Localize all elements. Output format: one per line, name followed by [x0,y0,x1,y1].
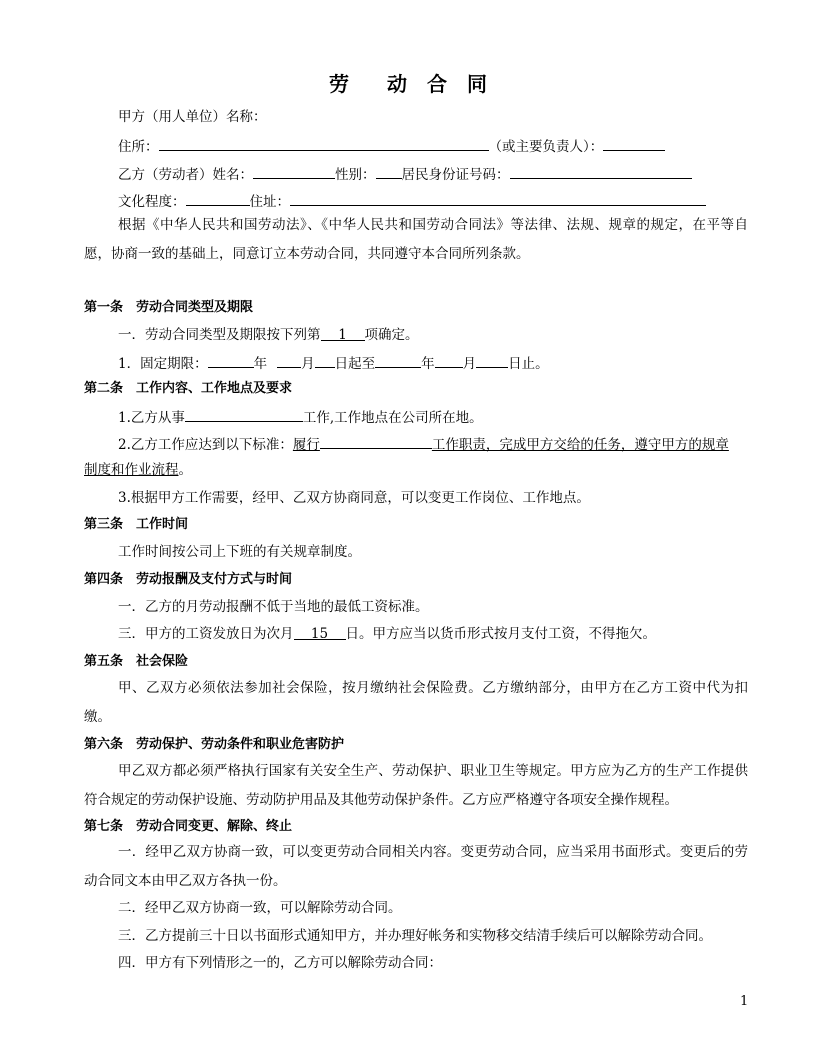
id-number-label: 居民身份证号码： [401,167,510,183]
article-7-clause-4: 四．甲方有下列情形之一的，乙方可以解除劳动合同： [118,955,442,971]
article-2-clause-3: 3.根据甲方工作需要，经甲、乙双方协商同意，可以变更工作岗位、工作地点。 [118,490,590,506]
clause-text: 项确定。 [364,327,419,343]
party-b-line [118,164,692,184]
month-label: 月 [462,356,477,372]
clause-text: 。 [178,462,192,478]
clause-text: 2.乙方工作应达到以下标准： [118,437,293,453]
article-7-clause-1: 一．经甲乙双方协商一致，可以变更劳动合同相关内容。变更劳动合同，应当采用书面形式。变更后的劳动合同文本由甲乙双方各执一份。 [84,844,748,889]
party-a-line [118,108,267,126]
article-4-clause-2 [118,625,656,643]
day-from-label: 日起至 [334,356,376,372]
article-4-heading: 第四条 劳动报酬及支付方式与时间 [84,572,293,587]
article-6-clause-1: 甲乙双方都必须严格执行国家有关安全生产、劳动保护、职业卫生等规定。甲方应为乙方的生产工作提供符合规定的劳动保护设施、劳动防护用品及其他劳动保护条件。乙方应严格遵守各项安全操作规程。 [84,763,748,808]
article-2-heading: 第二条 工作内容、工作地点及要求 [84,381,293,396]
id-number-blank[interactable] [510,164,692,179]
address-blank[interactable] [159,136,489,151]
article-7-clause-3: 三．乙方提前三十日以书面形式通知甲方，并办理好帐务和实物移交结清手续后可以解除劳动合同。 [118,928,712,944]
residence-blank[interactable] [290,191,706,206]
education-line [118,191,706,211]
document-title [0,68,816,97]
end-year-blank[interactable] [375,353,421,368]
contract-type-value[interactable]: 1 [321,326,365,341]
duty-text: 工作职责，完成甲方交给的任务，遵守甲方的规章 [431,437,729,453]
start-month-blank[interactable] [277,353,301,368]
gender-blank[interactable] [376,164,402,179]
article-2-clause-1 [118,407,483,427]
year-label: 年 [421,356,435,372]
page-number: 1 [740,994,749,1009]
responsible-person-label: （或主要负责人）： [488,139,604,155]
address-label: 住所： [118,139,159,155]
fixed-term-line [118,353,549,373]
start-year-blank[interactable] [208,353,254,368]
education-blank[interactable] [186,191,250,206]
article-5-clause-1: 甲、乙双方必须依法参加社会保险，按月缴纳社会保险费。乙方缴纳部分，由甲方在乙方工资中代为扣缴。 [84,680,748,725]
article-1-heading: 第一条 劳动合同类型及期限 [84,300,254,315]
end-month-blank[interactable] [435,353,463,368]
article-3-heading: 第三条 工作时间 [84,517,189,532]
article-4-clause-1: 一．乙方的月劳动报酬不低于当地的最低工资标准。 [118,599,429,615]
payday-value[interactable]: 15 [294,625,346,640]
gender-label: 性别： [335,167,376,183]
clause-text: 1．固定期限： [118,356,208,372]
title-char: 劳 [329,72,349,96]
article-6-heading: 第六条 劳动保护、劳动条件和职业危害防护 [84,737,345,752]
title-char: 合 [427,72,447,96]
year-label: 年 [253,356,268,372]
start-day-blank[interactable] [315,353,335,368]
title-char: 同 [467,72,487,96]
clause-text: 一．劳动合同类型及期限按下列第 [118,327,321,343]
education-label: 文化程度： [118,194,186,210]
article-5-heading: 第五条 社会保险 [84,654,189,669]
day-to-label: 日止。 [508,356,549,372]
clause-text: 日。甲方应当以货币形式按月支付工资，不得拖欠。 [345,626,656,642]
article-7-heading: 第七条 劳动合同变更、解除、终止 [84,819,293,834]
address-line [118,136,665,156]
article-7-clause-2: 二．经甲乙双方协商一致，可以解除劳动合同。 [118,900,402,916]
party-b-name-blank[interactable] [253,164,335,179]
duty-blank[interactable] [320,434,432,449]
clause-text: 三．甲方的工资发放日为次月 [118,626,294,642]
title-char: 动 [387,72,407,96]
party-a-label: 甲方（用人单位）名称： [118,109,267,125]
article-1-clause-1 [118,326,419,344]
article-3-clause-1: 工作时间按公司上下班的有关规章制度。 [118,544,361,560]
job-position-blank[interactable] [185,407,303,422]
preamble: 根据《中华人民共和国劳动法》、《中华人民共和国劳动合同法》等法律、法规、规章的规定，在平等自愿，协商一致的基础上，同意订立本劳动合同，共同遵守本合同所列条款。 [84,217,748,262]
party-b-name-label: 乙方（劳动者）姓名： [118,167,253,183]
month-label: 月 [301,356,315,372]
article-2-clause-2 [118,434,729,454]
duty-text: 履行 [292,437,320,453]
clause-text: 工作,工作地点在公司所在地。 [302,410,483,426]
article-2-clause-2-cont [84,461,192,479]
residence-label: 住址： [249,194,290,210]
responsible-person-blank[interactable] [603,136,665,151]
duty-text: 制度和作业流程 [84,462,179,478]
clause-text: 1.乙方从事 [118,410,185,426]
end-day-blank[interactable] [476,353,508,368]
